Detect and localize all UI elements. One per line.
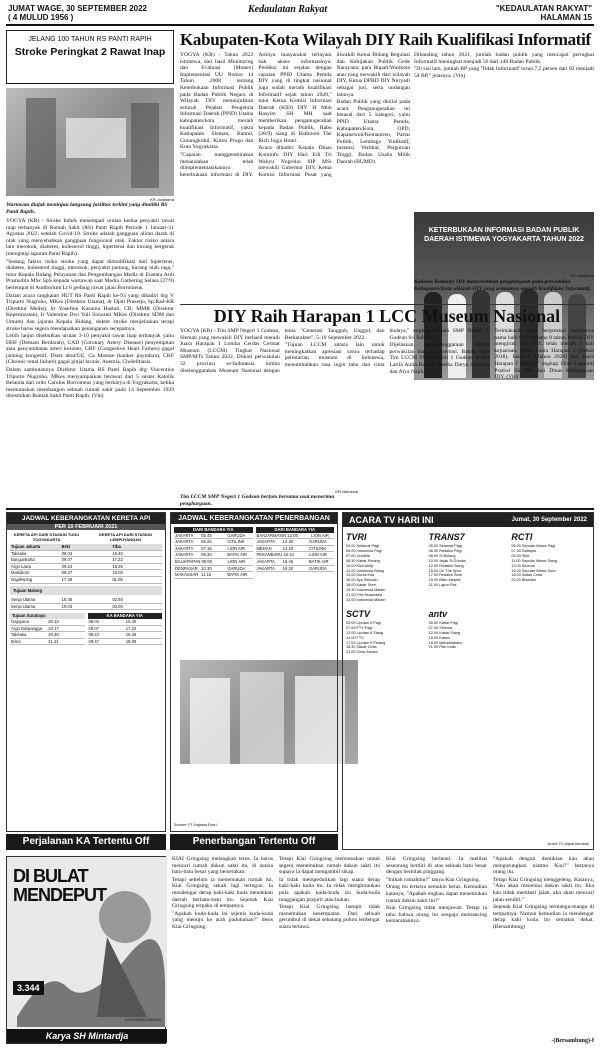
- ka-bandara-title: KA BANDARA YIA: [88, 613, 163, 619]
- cell: DENPASAR: [175, 565, 198, 571]
- program-item: 18.00 Ikatan Cinta: [511, 573, 543, 578]
- flight-subtitle: DARI BANDARA YIA: [174, 527, 253, 533]
- cell: 09.00: [201, 558, 212, 564]
- cell: Taksaka: [11, 550, 27, 556]
- program-item: 04.00 Selamat Pagi: [346, 544, 380, 548]
- section-block: [496, 4, 592, 22]
- table-row: [88, 639, 163, 646]
- cell: 02.50: [112, 597, 123, 603]
- cell: MAKASSAR: [175, 572, 199, 578]
- left-story-body: [6, 218, 174, 500]
- cartoon-panel: [6, 856, 166, 1044]
- flight-columns: [171, 524, 337, 582]
- program-item: 21.00 Lapor Pak: [428, 583, 457, 588]
- col-header: Brkt: [61, 544, 71, 549]
- cell: 17.22: [112, 557, 123, 563]
- tv-channel: [429, 607, 508, 655]
- program-item: 17.00 Redaksi Sore: [428, 573, 463, 578]
- cell: 20.40: [48, 632, 59, 638]
- cell: 21.21: [48, 638, 59, 644]
- cell: LION AIR: [227, 558, 246, 564]
- program-item: 06.00 Indonesia Pagi: [346, 548, 382, 553]
- cell: JAKARTA: [256, 565, 275, 571]
- channel-logo: SCTV: [346, 608, 371, 619]
- program-item: 07.00 Sinema: [428, 625, 453, 630]
- train-malang-rows: [7, 597, 165, 610]
- table-row: [174, 539, 253, 546]
- left-story-title-box: [6, 30, 174, 84]
- cell: 18.09: [112, 570, 123, 576]
- paragraph: Ia tidak mempedulikan lagi suara derap kaki-kaki kuda itu. Ia tidak menghiraukan pula apakah kuda-kuda itu kuda-kuda tunggangan prajurit atau bukan.: [279, 876, 380, 903]
- section-name: "KEDAULATAN RAKYAT": [495, 4, 592, 13]
- top-story-body-end: [414, 52, 594, 104]
- table-row: [10, 597, 162, 604]
- cell: Argo Lawu: [11, 563, 32, 569]
- table-row: [174, 572, 253, 579]
- cell: 11.15: [201, 572, 212, 578]
- table-row: [10, 639, 85, 646]
- channel-logo: TRANS7: [428, 532, 465, 542]
- tv-date: Jumat, 30 September 2022: [511, 517, 587, 523]
- cell: 17.48: [61, 576, 73, 582]
- table-row: [256, 552, 335, 559]
- tv-channel: [511, 530, 590, 603]
- table-row: [174, 552, 253, 559]
- cell: 14.20: [282, 545, 294, 551]
- cell: 09.47: [61, 570, 73, 576]
- table-row: [10, 626, 85, 633]
- paragraph: YOGYA (KR) - Tim SMP Negeri 1 Godean, Sleman yang mewakili DIY berhasil meraih Juara Harapan I Lomba Cerdas Cermat Museum (LCCM) Tingkat Nasional SMP/MTs Tahun 2022. Diikuti perwakilan 32 provinsi se-Indonesia lomba diselenggarakan Museum Nasional dengan tema "Generasi Tangguh, Unggul, dan Berkarakter", 5-10 September 2022.: [180, 328, 385, 374]
- program-item: 05.00 Kabar Pagi: [428, 620, 458, 625]
- program-item: 10.00 Jejak Si Gundul: [428, 558, 466, 563]
- paragraph: Terimakasih telah berprestasi membawa nama baik DIY. Selama 8 tahun Pemda DIY mengirim Tim LCC telah meraih 3 kali kejuaraan, yaitu: Juara Harapan I (Tahun 2018), Juara II (Tahun 2020) dan Juara Harapan I (2022)," ungkap Dian Lakshmi Pratiwi SS MA dari Dinas Kebudayaan DIY. (Vin): [494, 328, 594, 381]
- left-story-photo: [6, 88, 174, 196]
- day-date: JUMAT WAGE, 30 SEPTEMBER 2022: [8, 4, 147, 13]
- program-item: 17.00 Liputan 6 Petang: [346, 640, 386, 645]
- paragraph: "Sedang faktor risiko stroke yang dapat dimodifikasi dari hipertensi, diabetes, kolesterol tinggi, merokok, penyakit jantung, kurang olah raga," tutur Kepala Bidang Pelayanan dan Pengembangan Medis dr Eustara Ardi Pramudita MSc SpS kepada wartawan saat Media Gathering Selasa (27/9) bertempat di Auditorium Lt 6 gedung rawat jalan Borromeus.: [6, 258, 174, 291]
- paragraph: "Di sisi lain, jumlah BP yang 'Tidak Informatif' turun 7,2 persen dari 82 menjadi 54 BP," jelasnya. (Vin): [414, 66, 594, 79]
- table-row: [256, 533, 335, 540]
- cartoon-credit: ILUSTRASI SAKDO: [125, 1017, 161, 1022]
- program-item: 18.00 Kabar Sore: [346, 583, 376, 588]
- table-row: [88, 626, 163, 633]
- program-item: 12.00 Indonesia Siang: [346, 568, 384, 573]
- program-item: 06.30 Redaksi Pagi: [428, 548, 462, 553]
- cell: 17.22: [125, 625, 137, 631]
- tv-schedule-panel: [342, 512, 594, 850]
- program-item: 09.30 Silet: [511, 553, 530, 558]
- cell: 06.25: [201, 539, 212, 545]
- paragraph: "Tujuan LCCM antara lain untuk meningkatkan apresiasi siswa terhadap pelestarian museum di Indonesia, menumbuhkan rasa ingin tahu dan cinta budaya," ungkap Kepala SMP Negeri 1 Godean Sri Suharni.: [284, 328, 490, 368]
- program-item: 07.00 Dahsyat: [511, 548, 536, 553]
- cell: 13.30: [282, 539, 294, 545]
- table-row: [174, 546, 253, 553]
- cell: 08.30: [201, 552, 212, 558]
- cell: 19.03: [61, 603, 73, 609]
- cell: 16.45: [282, 558, 294, 564]
- table-row: [10, 570, 162, 577]
- paragraph: Dijelaskan, penyelenggaraan diikuti perwakilan dari 32 provinsi. Babak final Tim LCCM SMP Negeri 1 Godean terdiri Latifa Aulia Rahma, Aretha Daryn Anindya dan Alya Najih.: [389, 342, 490, 375]
- program-item: 20.00 Bidadari: [511, 578, 536, 583]
- cell: 03.00: [112, 603, 123, 609]
- top-story-body: [180, 52, 410, 274]
- flight-schedule-panel: [170, 512, 338, 832]
- section-divider: [6, 508, 594, 510]
- table-header-row: [10, 544, 162, 551]
- tv-channel: [429, 530, 508, 603]
- paragraph: Dibanding tahun 2021, jumlah badan publik yang mencapai peringkat Informatif meningkat menjadi 56 dari 140 Badan Publik.: [414, 52, 594, 65]
- cell: GARUDA: [227, 565, 246, 571]
- cell: LION AIR: [227, 545, 246, 551]
- cell: Argo Dwipangga: [11, 625, 42, 631]
- program-item: 18.30 Takdir Cinta: [346, 645, 377, 650]
- cell: Gajayana: [11, 618, 29, 624]
- table-row: [174, 559, 253, 566]
- cell: 16.26: [125, 632, 137, 638]
- page-header: [8, 4, 592, 26]
- cell: Malioboro: [11, 570, 30, 576]
- mid-story-headline: DIY Raih Harapan 1 LCC Museum Nasional: [213, 306, 561, 326]
- channel-logo: TVRI: [346, 532, 367, 542]
- cell: PEKANBARU: [256, 552, 283, 558]
- program-item: 19.00 Bikin Mewek: [428, 578, 461, 583]
- ka-bandara-rows: [88, 619, 163, 645]
- cartoon-art-word: DI BULAT MENDEPUT: [13, 866, 107, 905]
- cell: JAKARTA: [175, 539, 194, 545]
- cell: LION AIR: [311, 532, 329, 538]
- program-item: 12.00 Kabar Siang: [428, 630, 461, 635]
- train-schedule-subtitle: PER 10 FEBRUARI 2021: [7, 524, 165, 530]
- cell: 09.23: [61, 563, 73, 569]
- paragraph: Lebih lanjut disebutkan urutan 3-10 penyakit rawat inap terbanyak yaitu DHF (Demam Berdarah), CAD (Coronary Artery Disease) penyempitan atau penyumbatan arteri koroner, CHF (Congestive Heart Failure) gagal jantung kongestif, Diare akut/GE, Ca Mamae (kanker payudara), CKF (Chronic renal failure) gagal ginjal kronis, Anemia, Cholelitiasis.: [6, 333, 174, 366]
- cell: 15.40: [112, 550, 123, 556]
- cell: Taksaka: [11, 632, 27, 638]
- program-item: 15.00 Kartun: [428, 635, 451, 640]
- table-row: [256, 539, 335, 546]
- program-item: 16.00 Ayo Sekolah: [346, 578, 378, 583]
- cell: CITILINK: [308, 545, 327, 551]
- cell: 07.15: [201, 545, 212, 551]
- paragraph: Sejenak Kiai Gringsing termangu-mangu di tempatnya. Namun kemudian ia mendengar derap kaki kuda itu semakin dekat. (Bersambung): [493, 904, 594, 930]
- program-item: 21.00 Film Nusantara: [346, 593, 383, 598]
- top-story-caption: Kadinas Kominfo DIY menyerahkan penghargaan pada perwakilan Kabupaten/Kota wilayah DIY yang semuanya meraih Kualifikasi Informatif.: [414, 279, 591, 292]
- cell: LION AIR: [309, 552, 327, 558]
- table-row: [10, 557, 162, 564]
- table-row: [10, 619, 85, 626]
- mid-story-rule: [180, 304, 594, 305]
- flight-note: Sumber: PT Angkasa Pura I: [174, 823, 218, 828]
- paragraph: Kiai Gringsing tidak menjawab. Tetapi ia tahu bahwa orang itu sengaja memancing kemarahannya.: [386, 905, 487, 925]
- cell: JAKARTA: [175, 545, 194, 551]
- cell: 18.09: [125, 638, 137, 644]
- cell: Bangunkarta: [11, 557, 35, 563]
- tv-note: Acara TV dapat berubah: [547, 842, 589, 847]
- cell: BANJARMASIN: [256, 532, 287, 538]
- program-item: 15.00 On The Spot: [428, 568, 461, 573]
- cell: BATIK AIR: [227, 552, 248, 558]
- train-schedule-panel: [6, 512, 166, 832]
- program-item: 07.00 Jendela: [346, 553, 370, 558]
- program-item: 07.00 FTV Pagi: [346, 625, 373, 630]
- masthead: Kedaulatan Rakyat: [248, 4, 328, 15]
- table-row: [256, 559, 335, 566]
- mid-story-body: [180, 328, 594, 500]
- serial-story: [172, 856, 594, 1038]
- program-item: 08.00 Si Bolang: [428, 553, 456, 558]
- cell: Senja Utama: [11, 603, 36, 609]
- channel-logo: antv: [428, 608, 448, 619]
- train-station-headers: [7, 530, 165, 544]
- cell: 15.40: [125, 618, 137, 624]
- train-surabaya-rows: [10, 619, 85, 645]
- left-story-kicker: JELANG 100 TAHUN RS PANTI RAPIH: [28, 36, 152, 43]
- table-row: [174, 566, 253, 573]
- program-item: 10.00 Kick Andy: [346, 563, 374, 568]
- program-item: 14.00 Dunia Kita: [346, 573, 375, 578]
- paragraph: Tetapi Kiai Gringsing hampir tidak menemukan kesempatan. Dari sebuah gerumbul di dekat sebatang pohon terdengar suara tertawa.: [279, 904, 380, 930]
- tv-channel: [346, 530, 425, 603]
- cell: Senja Utama: [11, 597, 36, 603]
- tv-header: [343, 513, 593, 527]
- train-section-surabaya: Tujuan Surabaya: [10, 613, 85, 619]
- cell: 15.10: [283, 552, 294, 558]
- program-item: 13.00 Sinema: [511, 563, 535, 568]
- cell: GARUDA: [308, 539, 327, 545]
- program-item: 21.00 Cinta Amara: [346, 650, 378, 655]
- cell: 16.26: [112, 563, 123, 569]
- program-item: 08.30 Kabar Petang: [346, 558, 380, 563]
- cell: 08.03: [88, 618, 99, 624]
- col-header: Tiba: [112, 544, 121, 549]
- award-banner: KETERBUKAAN INFORMASI BADAN PUBLIK DAERAH ISTIMEWA YOGYAKARTA TAHUN 2022: [424, 227, 584, 243]
- station-tugu: KERETA API DARI STASIUN TUGU YOGYAKARTA: [13, 532, 80, 542]
- tv-title: ACARA TV HARI INI: [349, 515, 434, 525]
- program-item: 14.00 FTV: [346, 635, 364, 640]
- cell: Gajahwong: [11, 576, 33, 582]
- paragraph: Badan Publik yang dinilai pada acara Penganugerahan ini berasal dari 5 kategori, yaitu PPID Utama Pemda, Kabupaten/Kota, OPD, Kapanewon/Kemantren, Partai Politik, Lembaga Yudikatif, Instansi Vertikal, Perguruan Tinggi, Badan Usaha Milik Daerah (BUMD).: [336, 99, 410, 165]
- flight-col-right: [256, 527, 335, 579]
- flight-footer: Penerbangan Tertentu Off: [170, 834, 338, 850]
- paragraph: Kiai Gringsing berhenti. Ia melihat seseorang berdiri di atas sebuah batu besar dengan bertolak pinggang.: [386, 856, 487, 876]
- program-item: 05.00 Liputan 6 Pagi: [346, 620, 381, 625]
- date-block: [8, 4, 147, 22]
- cell: 10.30: [201, 565, 212, 571]
- table-row: [256, 546, 335, 553]
- cell: GARUDA: [227, 532, 246, 538]
- train-surabaya: [10, 613, 85, 645]
- program-item: 16.00 Seputar iNews Sore: [511, 568, 556, 573]
- cell: JAKARTA: [175, 532, 194, 538]
- train-schedule-title: JADWAL KEBERANGKATAN KERETA API: [7, 513, 165, 524]
- cell: MEDAN: [256, 545, 272, 551]
- top-story-photo-credit: KR-Juwitama: [570, 273, 594, 278]
- paragraph: Tetapi sebelum ia menemukan rumah itu, Kiai Gringsing sekali lagi tertegun. Ia mendengar derap kaki-kaki kuda mendekati daerah berbatu-batu itu. Sejenak Kiai Gringsing terpaku di tempatnya.: [172, 876, 273, 910]
- table-row: [174, 533, 253, 540]
- paragraph: YOGYA (KR) - Tahun 2022 istimewa, dari hasil Monitoring dan Evaluasi (Monev) Implementasi UU Nomor 14 Tahun 2008 tentang Keterbukaan Informasi Publik pada Badan Publik Negara di Wilayah DIY menunjukkan seluruh Pejabat Pengelola Informasi Daerah (PPID) Utama kabupaten/kota meraih kualifikasi Informatif, yakni Kabupaten Sleman, Bantul, Gunungkidul, Kulon Progo dan Kota Yogyakarta.: [180, 52, 254, 151]
- left-story-photo-credit: KR-Juwitama: [150, 197, 174, 202]
- paragraph: Orang itu tertawa semakin keras. Kemudian katanya, "Apakah engkau dapat menemukan rumah dukun sakti itu?": [386, 884, 487, 904]
- cell: 20.13: [48, 618, 59, 624]
- page-number: HALAMAN 15: [540, 13, 592, 22]
- paragraph: Dalam sambutannya Direktur Utama RS Panti Rapih drg Vincentius Tripurto Nugroho, MKes menyampaikan berawal dari 5 suster Katolik Belanda dari ordo Carolus Borromeus yang berkarya di Yogyakarta, ketika memutuskan membangun sebuah rumah sakit pada 14 September 1929 diresmikan Rumah Sakit Panti Rapih. (Vin): [6, 367, 174, 400]
- top-story-headline: Kabupaten-Kota Wilayah DIY Raih Kualifikasi Informatif: [180, 30, 591, 49]
- mid-story-caption: Tim LCCM SMP Negeri 1 Godean berfoto bersama usai menerima penghargaan.: [180, 494, 335, 507]
- cell: CITILINK: [227, 539, 245, 545]
- cell: 09.47: [88, 638, 99, 644]
- table-row: [88, 632, 163, 639]
- cell: 08.03: [61, 550, 73, 556]
- paragraph: Tetapi Kiai Gringsing menggeleng. Katanya, "Aku akan menemui dukun sakti itu. Jika kau tidak memberi jalan, aku akan mencari jalan sendiri.": [493, 876, 594, 903]
- col-header: Tujuan Jakarta: [11, 544, 41, 549]
- flight-subtitle-2: DARI BANDARA YIA: [256, 527, 335, 533]
- program-item: 19.30 Indonesia Malam: [346, 588, 386, 593]
- cell: JAKARTA: [256, 539, 275, 545]
- cartoon-title: Karya SH Mintardja: [7, 1029, 167, 1043]
- channel-logo: RCTI: [511, 532, 533, 542]
- cell: 05.45: [201, 532, 212, 538]
- program-item: 05.00 Selamat Pagi: [428, 544, 462, 548]
- paragraph: Acara dihadiri Kepala Dinas Kominfo DIY Hari Edi Tri Wahyu Nugroho SIP MSi mewakili Gubernur DIY, Ketua Komisi Informasi Pusat yang diwakili Ketua Bidang Regulasi dan Kebijakan Publik Gede Narayana, para Bupati/Walikota atau yang mewakili dari wilayah DIY, Ketua DPRD DIY Nuryadi sebagai juri, serta undangan lainnya.: [258, 52, 410, 178]
- cell: 12.05: [287, 532, 298, 538]
- cell: 18.45: [61, 597, 73, 603]
- table-row: [10, 564, 162, 571]
- tv-channel: [346, 607, 425, 655]
- flight-col-left: [174, 527, 253, 579]
- cell: 09.07: [61, 557, 73, 563]
- cell: BALIKPAPAN: [175, 558, 201, 564]
- cartoon-number: 3.344: [13, 981, 44, 995]
- program-item: 21.00 Film India: [428, 645, 456, 650]
- cell: BATIK AIR: [308, 558, 329, 564]
- program-item: 23.00 Indonesia Malam: [346, 597, 386, 602]
- paragraph: "Apakah kuda-kuda ini sejenis kuda-kuda yang menuju ke arah padukuhan?" desis Kiai Gringsing.: [172, 910, 273, 930]
- header-rule: [6, 24, 594, 26]
- cell: 20.17: [48, 625, 59, 631]
- table-row: [10, 632, 85, 639]
- train-footer: Perjalanan KA Tertentu Off: [6, 834, 166, 850]
- table-row: [88, 619, 163, 626]
- mid-story-photo-credit: KR-Istimewa: [335, 489, 358, 494]
- cell: 18.20: [282, 565, 294, 571]
- paragraph: Tetapi Kiai Gringsing memutuskan untuk segera menemukan rumah dukun sakti itu supaya ia dapat mengambil sikap.: [279, 856, 380, 876]
- flight-schedule-title: JADWAL KEBERANGKATAN PENERBANGAN: [171, 513, 337, 524]
- cell: Bima: [11, 638, 21, 644]
- hijri-date: ( 4 MULUD 1956 ): [8, 13, 74, 22]
- cell: 09.23: [88, 632, 99, 638]
- program-item: 05.00 Seputar iNews Pagi: [511, 544, 556, 548]
- program-item: 12.00 Redaksi Siang: [428, 563, 464, 568]
- flight-table: [174, 533, 253, 579]
- train-table: [7, 544, 165, 584]
- train-section-malang: Tujuan Malang: [10, 586, 162, 596]
- flight-table-2: [256, 533, 335, 573]
- table-row: [10, 604, 162, 611]
- tv-grid: [343, 527, 593, 658]
- paragraph: "Inikah rumahmu?" tanya Kiai Gringsing.: [386, 876, 480, 883]
- table-row: [10, 577, 162, 584]
- train-lower: [7, 610, 165, 648]
- program-item: 11.00 Seputar iNews Siang: [511, 558, 558, 563]
- cell: 09.07: [88, 625, 99, 631]
- table-row: [10, 551, 162, 558]
- cell: BATIK AIR: [227, 572, 248, 578]
- cell: JAKARTA: [175, 552, 194, 558]
- station-lempuyangan: KERETA API DARI STASIUN LEMPUYANGAN: [99, 532, 152, 542]
- left-story-caption: Wartawan diajak meninjau langsung fasilitas terkini yang dimiliki RS Panti Rapih.: [6, 202, 168, 215]
- paragraph: "Capaian menggembirakan menandakan telah diimplementasikannya keterbukaan informasi di DIY. Artinya masyarakat terlayani hak akses informasinya. Prediksi ini sejalan dengan capaian PPID Utama Pemda DIY yang di tingkat nasional juga sudah meraih kualifikasi Informatif sejak tahun 2020," tutur Ketua Komisi Informasi Daerah (KID) DIY H Moh Hasyim SH MH saat memberikan penganugerahan kepada Badan Publik, Rabu (28/9) siang di Ballroom The Rich Jogja Hotel.: [180, 52, 332, 178]
- train-bandara: [88, 613, 163, 645]
- program-item: 18.00 Mahabharata: [428, 640, 462, 645]
- paragraph: KIAI Gringsing melangkah terus. Ia harus mencari rumah dukun sakti itu, di antara batu-batu besar yang berserakan.: [172, 856, 273, 876]
- cell: JAKARTA: [256, 558, 275, 564]
- cell: GARUDA: [308, 565, 327, 571]
- paragraph: "Apakah dengan demikian kau akan mengurungkan niatmu Kiai?" bertanya orang itu.: [493, 856, 594, 876]
- paragraph: YOGYA (KR) - Stroke Infark menempati urutan kedua penyakit rawat inap terbanyak di Rumah Sakit (RS) Panti Rapih Periode 1 Januari-31 Agustus 2022, setelah Covid-19. Stroke adalah gangguan aliran darah di otak yang menyebabkan gangguan fungsional otak. Faktor risiko antara lain merokok, diabetes, kolesterol tinggi, hipertensi dan kurang bergerak (mengutip laporan Panti Rapih).: [6, 218, 174, 257]
- left-story-headline: Stroke Peringkat 2 Rawat Inap: [14, 46, 166, 58]
- cell: 01.05: [112, 576, 123, 582]
- serial-closing: -(Bersambung)-f: [551, 1038, 594, 1044]
- table-row: [256, 566, 335, 573]
- paragraph: Dalam acara rangkaian HUT RS Panti Rapih ke-93 yang dihadiri drg V Tripurto Nugroho, MKes (Direktur Utama), dr Djati Prasetjo, Sp.Rad-KR (Direktur Medis), Sr Yosefine Kusuma Hastuti, CB, MMR (Direktur Keperawatan), Ir Valentine Dwi Yuli Siswanti MKes (Direktur SDM dan Umum) dan jajaran Kepala Bidang, dokter stroke menjelaskan terapi stroke harus segera mendapatkan penanganan secepatnya.: [6, 292, 174, 332]
- program-item: 12.00 Liputan 6 Siang: [346, 630, 383, 635]
